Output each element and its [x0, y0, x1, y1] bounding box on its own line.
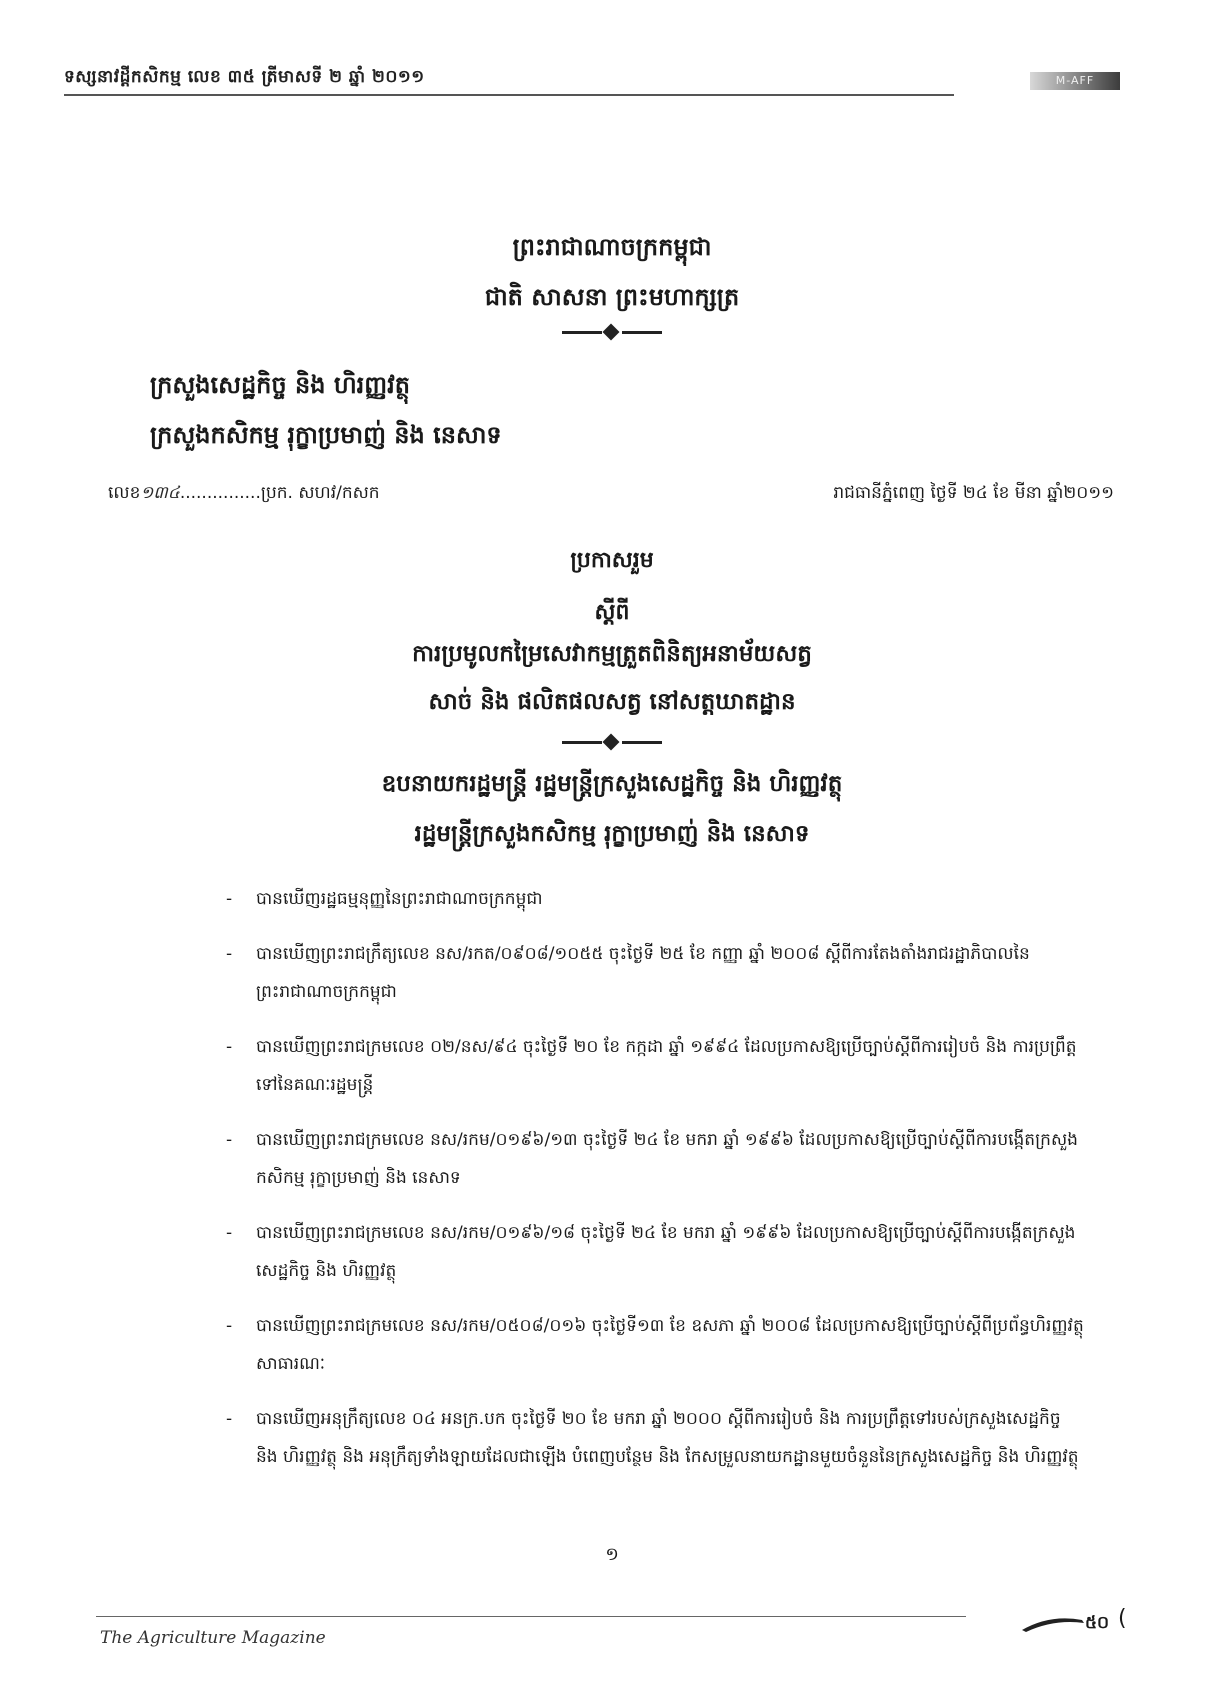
- ornament-divider-2: [562, 736, 662, 748]
- recital-dash: -: [226, 944, 233, 964]
- signatory-line-1: ឧបនាយករដ្ឋមន្ត្រី រដ្ឋមន្ត្រីក្រសួងសេដ្ឋកិច្ច និង ហិរញ្ញវត្ថុ: [381, 771, 843, 797]
- footer-rule: [96, 1616, 966, 1617]
- recital-dash: -: [226, 1223, 233, 1243]
- footer-magazine-name: The Agriculture Magazine: [100, 1628, 326, 1648]
- reference-number: [108, 482, 380, 507]
- recital-text: បានឃើញព្រះរាជក្រឹត្យលេខ នស/រកត/០៩០៨/១០៥៥ ចុះថ្ងៃទី ២៥ ខែ កញ្ញា ឆ្នាំ ២០០៨ ស្ដីពីការតែងតាំងរាជរដ្ឋាភិបាលនៃព្រះរាជាណាចក្រកម្ពុជា: [256, 944, 1030, 1002]
- reference-dots: ...............: [179, 483, 261, 503]
- header-rule: [64, 94, 954, 96]
- recital-dash: -: [226, 1130, 233, 1150]
- recital-item: [226, 1400, 1086, 1476]
- recital-text: បានឃើញព្រះរាជក្រមលេខ នស/រកម/០៥០៨/០១៦ ចុះថ្ងៃទី១៣ ខែ ឧសភា ឆ្នាំ ២០០៨ ដែលប្រកាសឱ្យប្រើច្បាប់ស្ដីពីប្រព័ន្ធហិរញ្ញវត្ថុសាធារណៈ: [256, 1316, 1084, 1374]
- running-header-title: ទស្សនាវដ្ដីកសិកម្ម លេខ ៣៥ ត្រីមាសទី ២ ឆ្នាំ ២០១១: [64, 67, 425, 87]
- footer-bracket-icon: (: [1118, 1606, 1127, 1631]
- ministry-agriculture: ក្រសួងកសិកម្ម រុក្ខាប្រមាញ់ និង នេសាទ: [150, 421, 502, 449]
- recital-text: បានឃើញព្រះរាជក្រមលេខ នស/រកម/០១៩៦/១៨ ចុះថ្ងៃទី ២៤ ខែ មករា ឆ្នាំ ១៩៩៦ ដែលប្រកាសឱ្យប្រើច្បាប់ស្ដីពីការបង្កើតក្រសួងសេដ្ឋកិច្ច និង ហិរញ្ញវត្ថុ: [256, 1223, 1076, 1281]
- recital-item: [226, 1121, 1086, 1197]
- header-badge: M-AFF: [1030, 72, 1120, 90]
- footer-page-number: ៥០: [1085, 1613, 1110, 1633]
- recital-item: [226, 1028, 1086, 1104]
- motto-nation: ជាតិ សាសនា ព្រះមហាក្សត្រ: [484, 283, 740, 311]
- recital-dash: -: [226, 1316, 233, 1336]
- recital-dash: -: [226, 889, 233, 909]
- subject-line-2: សាច់ និង ផលិតផលសត្វ នៅសត្តឃាតដ្ឋាន: [428, 689, 796, 715]
- ornament-divider: [562, 326, 662, 338]
- recital-dash: -: [226, 1037, 233, 1057]
- signatory-line-2: រដ្ឋមន្ត្រីក្រសួងកសិកម្ម រុក្ខាប្រមាញ់ និង នេសាទ: [414, 821, 810, 847]
- recital-item: [226, 1307, 1086, 1383]
- title-about: ស្ដីពី: [594, 600, 630, 625]
- motto-kingdom: ព្រះរាជាណាចក្រកម្ពុជា: [512, 233, 712, 261]
- recitals-list: [226, 880, 1086, 1493]
- recital-item: [226, 935, 1086, 1011]
- reference-label: លេខ: [108, 483, 141, 503]
- reference-handwritten-number: ១៣៤: [140, 483, 180, 503]
- recital-text: បានឃើញព្រះរាជក្រមលេខ នស/រកម/០១៩៦/១៣ ចុះថ្ងៃទី ២៤ ខែ មករា ឆ្នាំ ១៩៩៦ ដែលប្រកាសឱ្យប្រើច្បាប់ស្ដីពីការបង្កើតក្រសួងកសិកម្ម រុក្ខាប្រមាញ់ និង នេសាទ: [256, 1130, 1078, 1188]
- recital-text: បានឃើញព្រះរាជក្រមលេខ ០២/នស/៩៤ ចុះថ្ងៃទី ២០ ខែ កក្កដា ឆ្នាំ ១៩៩៤ ដែលប្រកាសឱ្យប្រើច្បាប់ស្ដីពីការរៀបចំ និង ការប្រព្រឹត្តទៅនៃគណៈរដ្ឋមន្ត្រី: [256, 1037, 1077, 1095]
- document-type: ប្រកាសរួម: [570, 548, 654, 573]
- recital-item: [226, 1214, 1086, 1290]
- recital-dash: -: [226, 1409, 233, 1429]
- recital-item: [226, 880, 1086, 918]
- recital-text: បានឃើញអនុក្រឹត្យលេខ ០៤ អនក្រ.បក ចុះថ្ងៃទី ២០ ខែ មករា ឆ្នាំ ២០០០ ស្ដីពីការរៀបចំ និង ការប្រព្រឹត្តទៅរបស់ក្រសួងសេដ្ឋកិច្ច និង ហិរញ្ញវត្ថុ និង អនុក្រឹត្យទាំងឡាយដែលជាឡើង បំពេញបន្ថែម និង កែសម្រួលនាយកដ្ឋានមួយចំនួននៃក្រសួងសេដ្ឋកិច្ច និង ហិរញ្ញវត្ថុ: [256, 1409, 1079, 1467]
- recital-text: បានឃើញរដ្ឋធម្មនុញ្ញនៃព្រះរាជាណាចក្រកម្ពុជា: [256, 889, 543, 909]
- subject-line-1: ការប្រមូលកម្រៃសេវាកម្មត្រួតពិនិត្យអនាម័យសត្វ: [412, 641, 812, 667]
- reference-code: ប្រក. សហវ/កសក: [260, 483, 380, 503]
- ministry-economy-finance: ក្រសួងសេដ្ឋកិច្ច និង ហិរញ្ញវត្ថុ: [150, 371, 410, 399]
- date-line: រាជធានីភ្នំពេញ ថ្ងៃទី ២៤ ខែ មីនា ឆ្នាំ២០១១: [833, 483, 1114, 503]
- page-number: ១: [605, 1544, 619, 1565]
